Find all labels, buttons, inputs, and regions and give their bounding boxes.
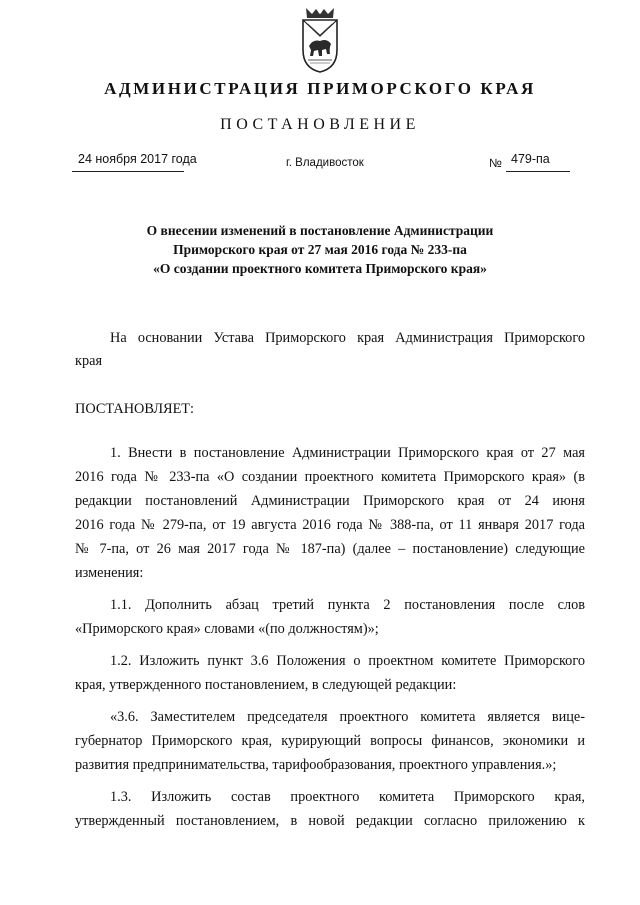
body-line: 1.2. Изложить пункт 3.6 Положения о проектном комитете Приморского [110,653,585,669]
body-line: изменения: [75,565,144,581]
body-line: 1.1. Дополнить абзац третий пункта 2 постановления после слов [110,597,585,613]
body-line: 2016 года № 279-па, от 19 августа 2016 года № 388-па, от 11 января 2017 года [75,517,585,533]
body-line: редакции постановлений Администрации Приморского края от 24 июня [75,493,585,509]
body-line: «Приморского края» словами «(по должностям)»; [75,621,379,637]
resolves-label: ПОСТАНОВЛЯЕТ: [75,401,195,417]
body-line: № 7-па, от 26 мая 2017 года № 187-па) (далее – постановление) следующие [75,541,585,557]
body-line: края, утвержденного постановлением, в следующей редакции: [75,677,457,693]
body-line: 1.3. Изложить состав проектного комитета Приморского края, [110,789,585,805]
document-date: 24 ноября 2017 года [78,152,197,166]
document-type: ПОСТАНОВЛЕНИЕ [220,116,420,133]
body-line: На основании Устава Приморского края Администрация Приморского [110,330,585,346]
heading-line: О внесении изменений в постановление Администрации [146,223,494,238]
body-line: 1. Внести в постановление Администрации Приморского края от 27 мая [110,445,585,461]
body-line: развития предпринимательства, тарифообразования, проектного управления.»; [75,757,557,773]
coat-of-arms-emblem [300,6,340,74]
body-line: «3.6. Заместителем председателя проектного комитета является вице- [110,709,585,725]
body-line: края [75,353,103,369]
body-line: губернатор Приморского края, курирующий вопросы финансов, экономики и [75,733,585,749]
document-city: г. Владивосток [286,157,364,169]
number-sign: № [489,156,502,170]
heading-line: «О создании проектного комитета Приморского края» [153,261,487,276]
document-heading [120,221,520,278]
organization-title: АДМИНИСТРАЦИЯ ПРИМОРСКОГО КРАЯ [104,79,536,98]
document-number: 479-па [511,152,550,166]
heading-line: Приморского края от 27 мая 2016 года № 233-па [173,242,467,257]
body-line: 2016 года № 233-па «О создании проектного комитета Приморского края» (в [75,469,585,485]
body-line: утвержденный постановлением, в новой редакции согласно приложению к [75,813,585,829]
